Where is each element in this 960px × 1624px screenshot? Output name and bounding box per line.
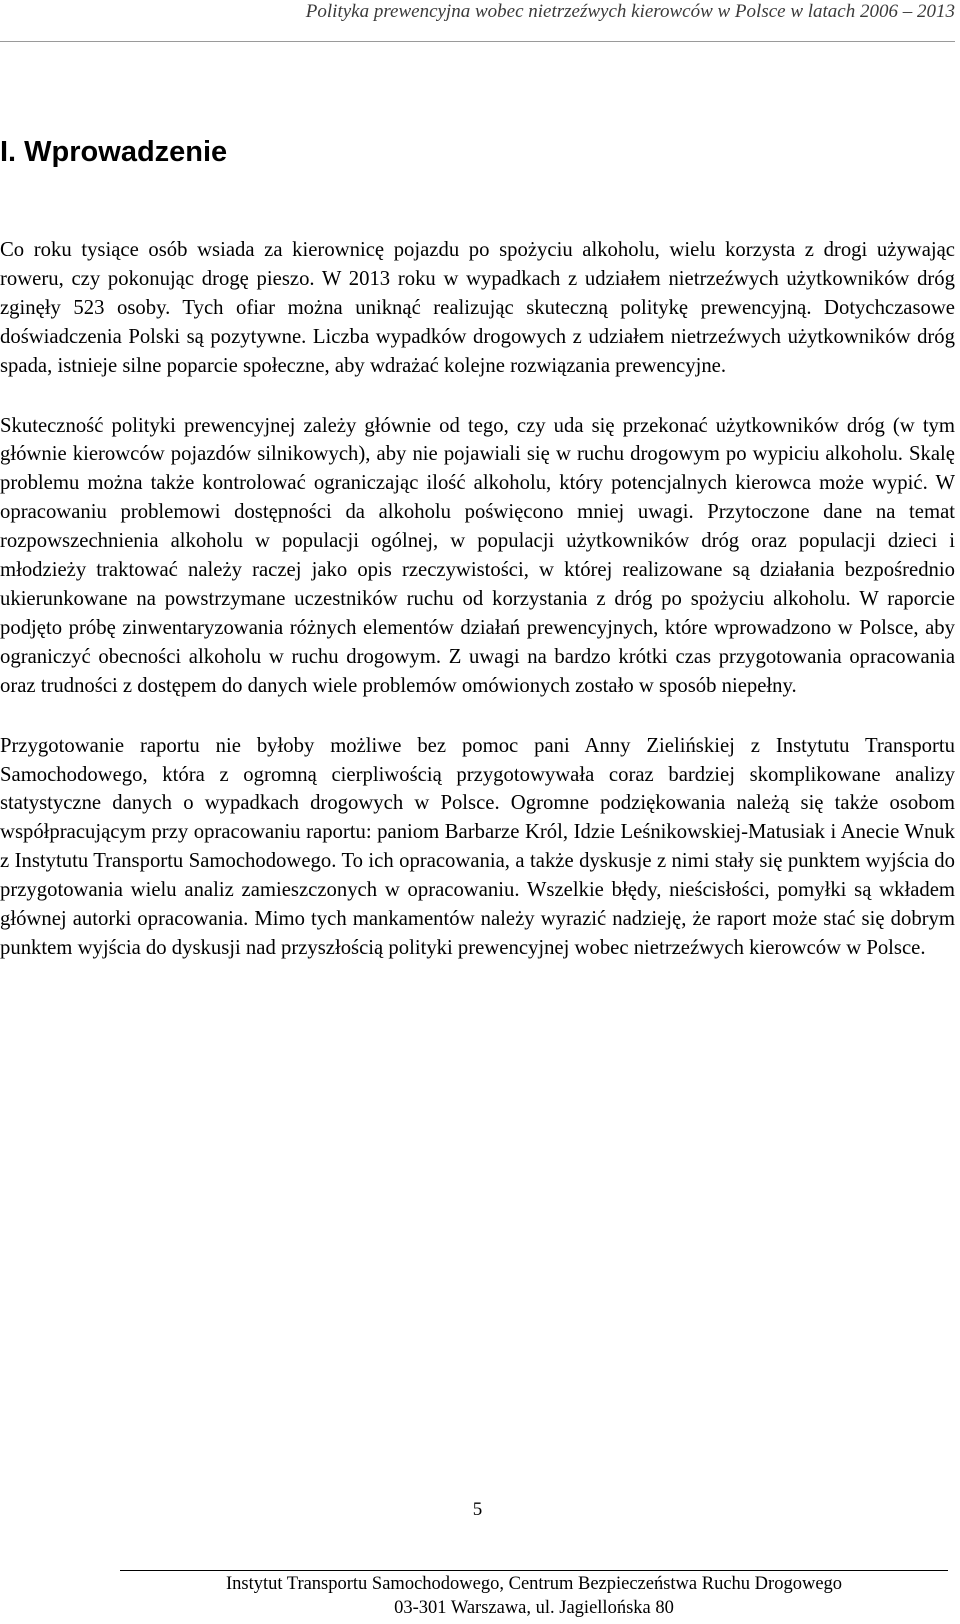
paragraph-acknowledgements: Przygotowanie raportu nie byłoby możliwe bez pomoc pani Anny Zielińskiej z Instytutu Transportu Samochodowego, która z ogromną cierpliwością przygotowywała coraz bardziej skomplikowane analizy statystyczne danych o wypadkach drogowych w Polsce. Ogromne podziękowania należą się także osobom współpracującym przy opracowaniu raportu: paniom Barbarze Król, Idzie Leśnikowskiej-Matusiak i Anecie Wnuk z Instytutu Transportu Samochodowego. To ich opracowania, a także dyskusje z nimi stały się punktem wyjścia do przygotowania wielu analiz zamieszczonych w opracowaniu. Wszelkie błędy, nieścisłości, pomyłki są wkładem głównej autorki opracowania. Mimo tych mankamentów należy wyrazić nadzieję, że raport może stać się dobrym punktem wyjścia do dyskusji nad przyszłością polityki prewencyjnej wobec nietrzeźwych kierowców w Polsce. [0, 734, 955, 959]
paragraph-introduction: Co roku tysiące osób wsiada za kierownicę pojazdu po spożyciu alkoholu, wielu korzysta z drogi używając roweru, czy pokonując drogę pieszo. W 2013 roku w wypadkach z udziałem nietrzeźwych użytkowników dróg zginęły 523 osoby. Tych ofiar można uniknąć realizując skuteczną politykę prewencyjną. Dotychczasowe doświadczenia Polski są pozytywne. Liczba wypadków drogowych z udziałem nietrzeźwych użytkowników dróg spada, istnieje silne poparcie społeczne, aby wdrażać kolejne rozwiązania prewencyjne. [0, 239, 955, 377]
footer-address: 03-301 Warszawa, ul. Jagiellońska 80 [394, 1598, 674, 1618]
page-footer [120, 1570, 948, 1620]
running-header [0, 0, 955, 42]
section-title: I. Wprowadzenie [0, 136, 228, 168]
footer-institution: Instytut Transportu Samochodowego, Centrum Bezpieczeństwa Ruchu Drogowego [225, 1574, 843, 1594]
page-number: 5 [472, 1499, 483, 1520]
running-header-title: Polityka prewencyjna wobec nietrzeźwych kierowców w Polsce w latach 2006 – 2013 [305, 1, 955, 22]
paragraph-prevention-effectiveness: Skuteczność polityki prewencyjnej zależy głównie od tego, czy uda się przekonać użytkowników dróg (w tym głównie kierowców pojazdów silnikowych), aby nie pojawiali się w ruchu drogowym po wypiciu alkoholu. Skalę problemu można także kontrolować ograniczając ilość alkoholu, który potencjalnych kierowca może wypić. W opracowaniu problemowi dostępności da alkoholu poświęcono mniej uwagi. Przytoczone dane na temat rozpowszechnienia alkoholu w populacji ogólnej, w populacji użytkowników dróg oraz populacji dzieci i młodzieży traktować należy raczej jako opis rzeczywistości, w której realizowane są działania bezpośrednio ukierunkowane na powstrzymane uczestników ruchu od korzystania z dróg po spożyciu alkoholu. W raporcie podjęto próbę zinwentaryzowania różnych elementów działań prewencyjnych, które wprowadzono w Polsce, aby ograniczyć obecności alkoholu w ruchu drogowym. Z uwagi na bardzo krótki czas przygotowania opracowania oraz trudności z dostępem do danych wiele problemów omówionych zostało w sposób niepełny. [0, 414, 955, 697]
body-text [0, 236, 955, 994]
